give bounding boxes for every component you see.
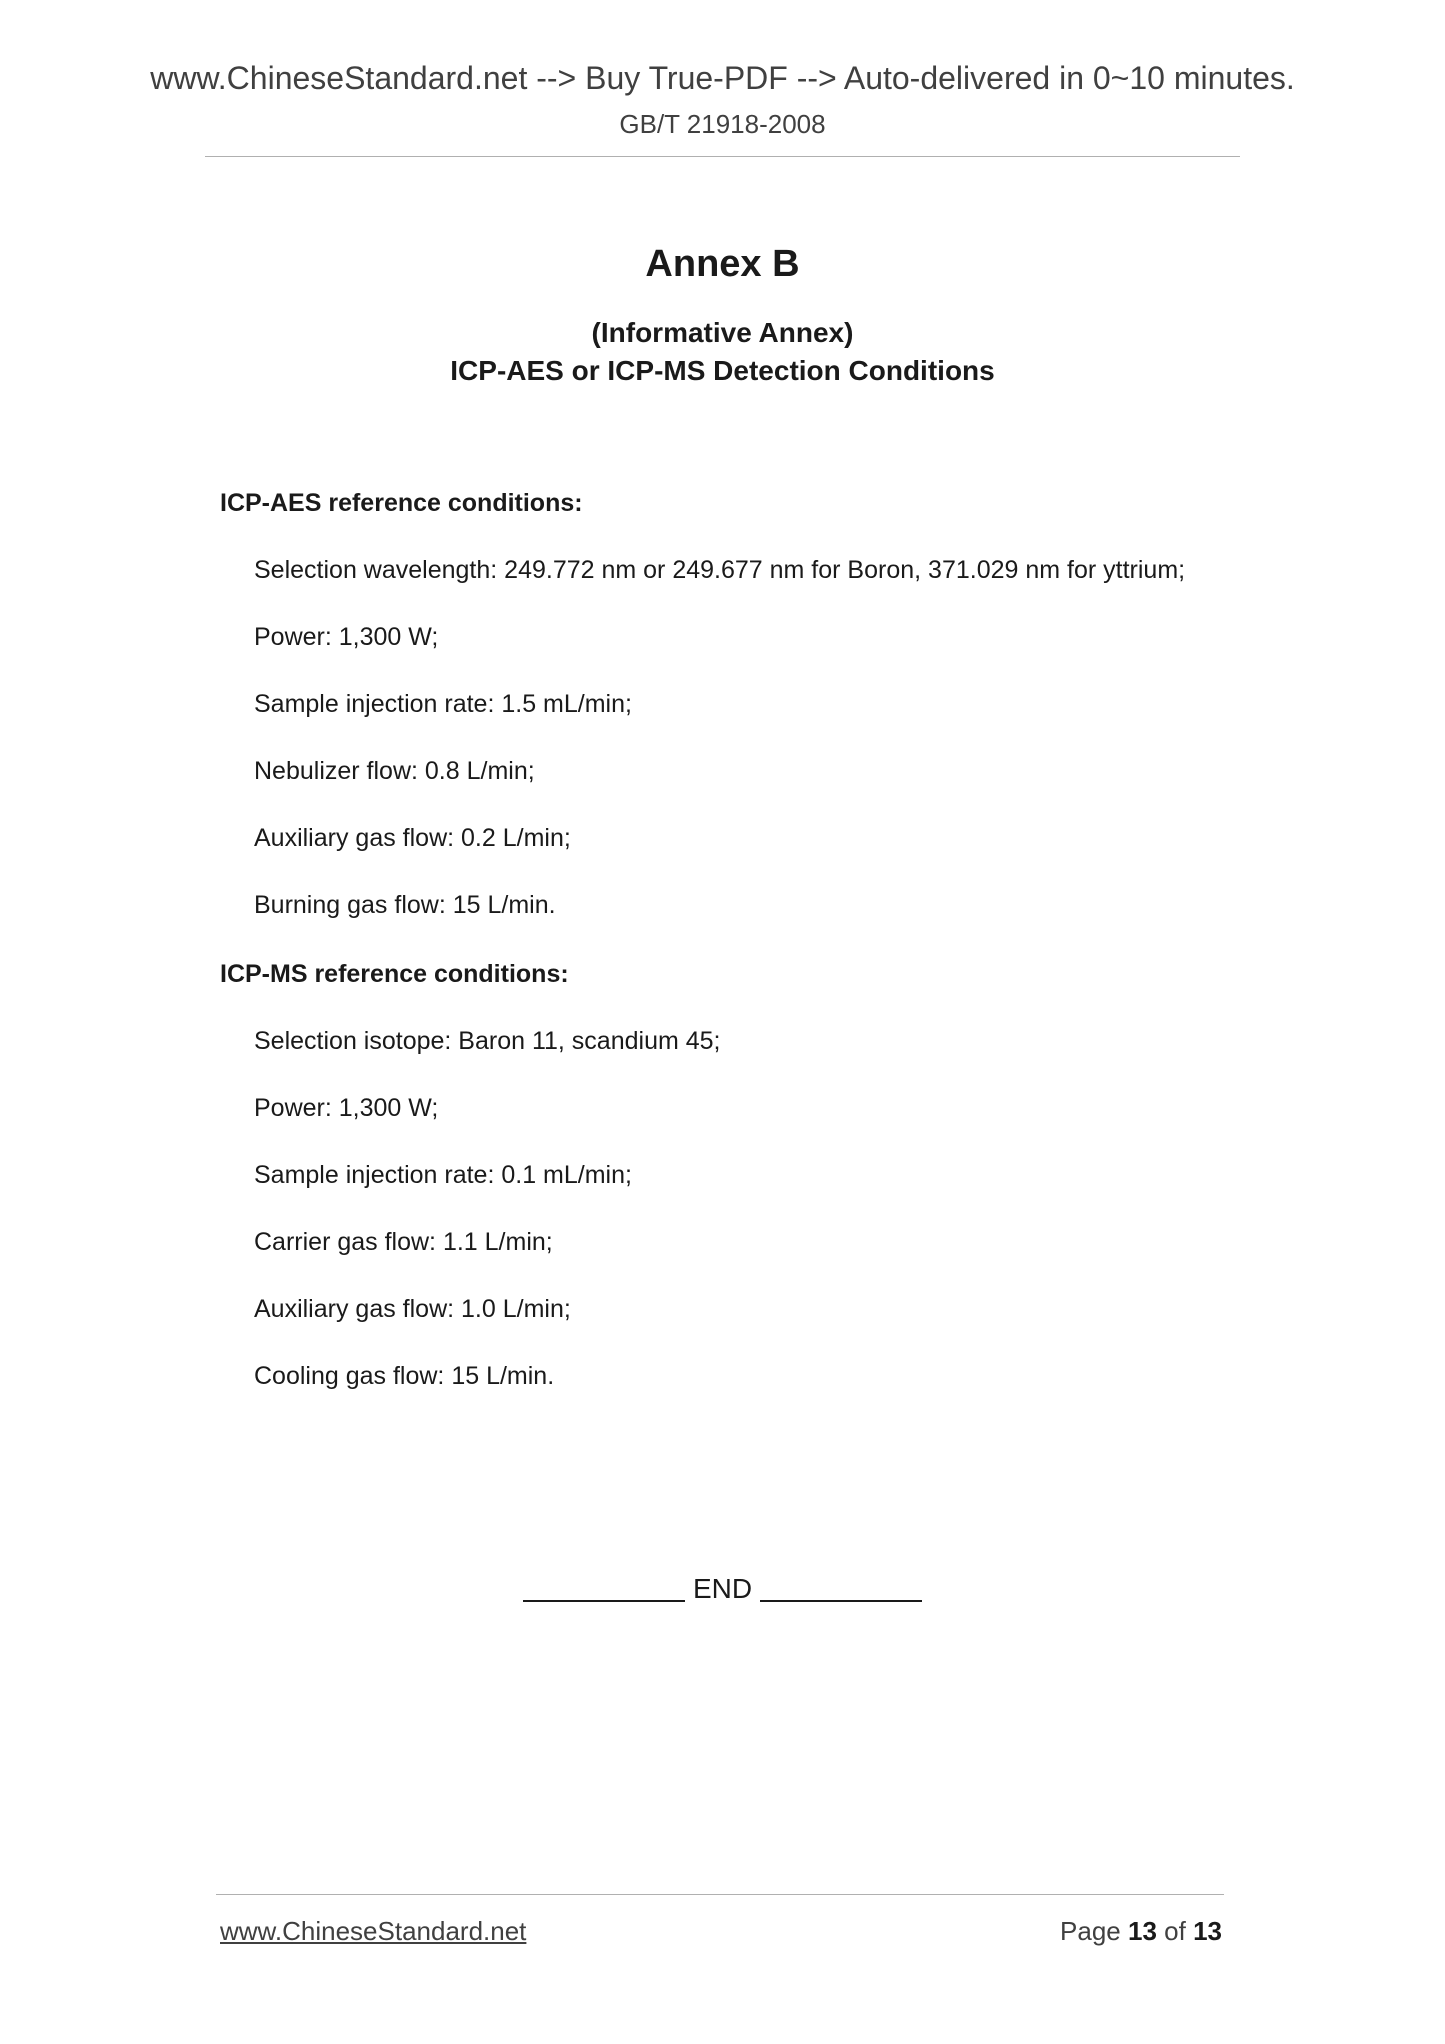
icp-aes-item: Power: 1,300 W; — [254, 623, 439, 651]
page-current: 13 — [1128, 1916, 1157, 1946]
icp-ms-item: Power: 1,300 W; — [254, 1094, 439, 1122]
annex-name: ICP-AES or ICP-MS Detection Conditions — [450, 355, 995, 386]
icp-aes-heading: ICP-AES reference conditions: — [220, 489, 583, 517]
page-indicator — [1060, 1914, 1222, 1948]
icp-ms-item: Sample injection rate: 0.1 mL/min; — [254, 1161, 632, 1189]
icp-aes-item: Burning gas flow: 15 L/min. — [254, 891, 556, 919]
page-label: Page — [1060, 1916, 1121, 1946]
annex-subtitle: (Informative Annex) — [591, 317, 854, 348]
end-text: END — [692, 1573, 753, 1604]
icp-ms-item: Cooling gas flow: 15 L/min. — [254, 1362, 555, 1390]
end-marker — [0, 1570, 1445, 1608]
icp-aes-item: Nebulizer flow: 0.8 L/min; — [254, 757, 535, 785]
top-banner: www.ChineseStandard.net --> Buy True-PDF --> Auto-delivered in 0~10 minutes. — [150, 60, 1295, 96]
icp-ms-item: Auxiliary gas flow: 1.0 L/min; — [254, 1295, 571, 1323]
icp-aes-item: Sample injection rate: 1.5 mL/min; — [254, 690, 632, 718]
annex-title: Annex B — [645, 243, 800, 285]
end-rule-left — [523, 1572, 685, 1602]
footer-website-link[interactable]: www.ChineseStandard.net — [220, 1916, 527, 1946]
page-of-label: of — [1164, 1916, 1186, 1946]
end-rule-right — [760, 1572, 922, 1602]
page-total: 13 — [1193, 1916, 1222, 1946]
footer-divider — [216, 1894, 1224, 1895]
icp-aes-item: Selection wavelength: 249.772 nm or 249.677 nm for Boron, 371.029 nm for yttrium; — [254, 556, 1186, 584]
icp-ms-item: Selection isotope: Baron 11, scandium 45; — [254, 1027, 721, 1055]
icp-ms-heading: ICP-MS reference conditions: — [220, 960, 569, 988]
header-divider — [205, 156, 1240, 157]
icp-aes-item: Auxiliary gas flow: 0.2 L/min; — [254, 824, 571, 852]
document-number: GB/T 21918-2008 — [619, 109, 826, 139]
icp-ms-item: Carrier gas flow: 1.1 L/min; — [254, 1228, 553, 1256]
